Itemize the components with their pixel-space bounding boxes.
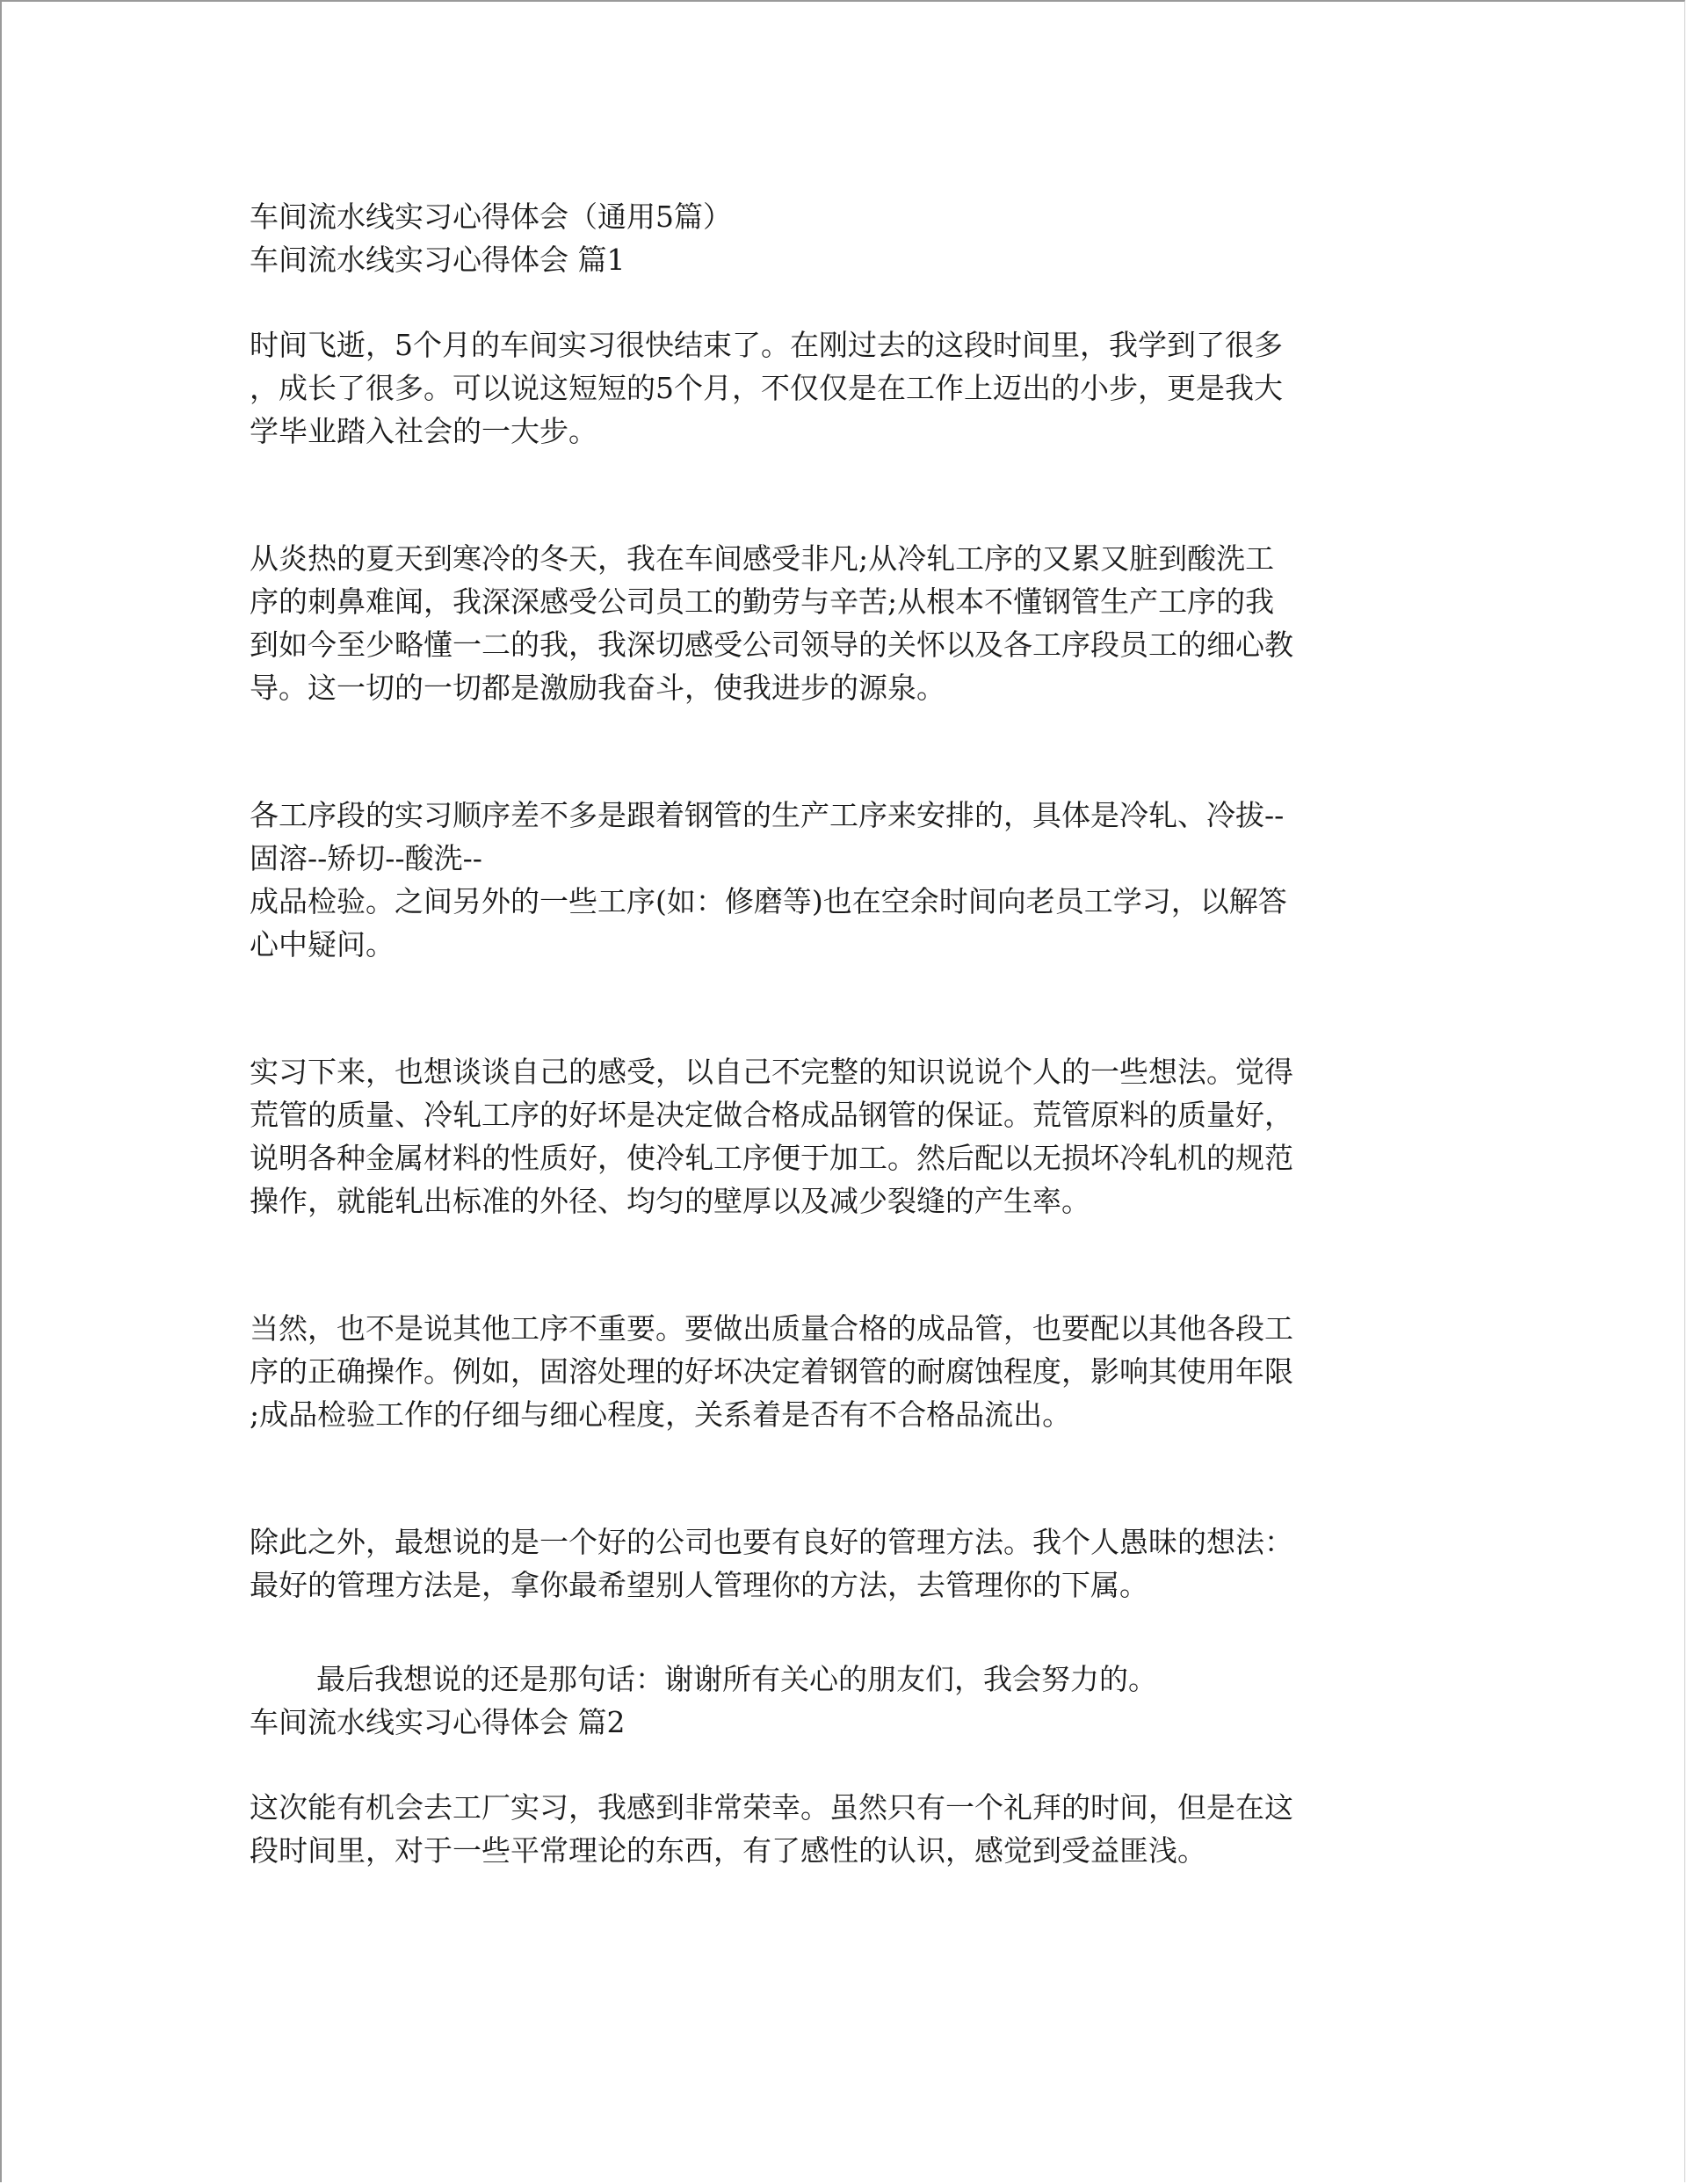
paragraph-line: 序的刺鼻难闻，我深深感受公司员工的勤劳与辛苦;从根本不懂钢管生产工序的我 (250, 584, 1275, 619)
paragraph (250, 1307, 1444, 1436)
paragraph-line: 导。这一切的一切都是激励我奋斗，使我进步的源泉。 (250, 671, 945, 705)
paragraph-line: 从炎热的夏天到寒冷的冬天，我在车间感受非凡;从冷轧工序的又累又脏到酸洗工 (250, 541, 1275, 576)
paragraph-line: 心中疑问。 (250, 927, 395, 961)
paragraph-line: 当然，也不是说其他工序不重要。要做出质量合格的成品管，也要配以其他各段工 (250, 1311, 1293, 1346)
paragraph-line: 说明各种金属材料的性质好，使冷轧工序便于加工。然后配以无损坏冷轧机的规范 (250, 1141, 1293, 1175)
paragraph-line: 固溶--矫切--酸洗-- (250, 841, 482, 875)
paragraph-line: ;成品检验工作的仔细与细心程度，关系着是否有不合格品流出。 (250, 1397, 1072, 1432)
paragraph-line: 时间飞逝，5个月的车间实习很快结束了。在刚过去的这段时间里，我学到了很多 (250, 328, 1283, 362)
section-heading: 车间流水线实习心得体会 篇1 (250, 243, 626, 277)
document-title: 车间流水线实习心得体会（通用5篇） (250, 200, 732, 234)
paragraph-line: 实习下来，也想谈谈自己的感受，以自己不完整的知识说说个人的一些想法。觉得 (250, 1055, 1293, 1089)
paragraph (250, 1520, 1444, 1607)
paragraph-line: 最好的管理方法是，拿你最希望别人管理你的方法，去管理你的下属。 (250, 1568, 1148, 1602)
paragraph-line: ，成长了很多。可以说这短短的5个月，不仅仅是在工作上迈出的小步，更是我大 (250, 371, 1283, 405)
paragraph-line: 段时间里，对于一些平常理论的东西，有了感性的认识，感觉到受益匪浅。 (250, 1833, 1206, 1868)
paragraph-line: 序的正确操作。例如，固溶处理的好坏决定着钢管的耐腐蚀程度，影响其使用年限 (250, 1354, 1293, 1389)
paragraph-line: 各工序段的实习顺序差不多是跟着钢管的生产工序来安排的，具体是冷轧、冷拔-- (250, 798, 1285, 832)
section-heading: 车间流水线实习心得体会 篇2 (250, 1705, 626, 1739)
paragraph (250, 1658, 1444, 1701)
paragraph (250, 794, 1444, 966)
paragraph (250, 323, 1444, 453)
paragraph-line: 学毕业踏入社会的一大步。 (250, 414, 597, 448)
paragraph-line: 最后我想说的还是那句话：谢谢所有关心的朋友们，我会努力的。 (316, 1662, 1157, 1696)
paragraph-line: 除此之外，最想说的是一个好的公司也要有良好的管理方法。我个人愚昧的想法： (250, 1525, 1293, 1559)
paragraph-line: 到如今至少略懂一二的我，我深切感受公司领导的关怀以及各工序段员工的细心教 (250, 628, 1293, 662)
paragraph-line: 成品检验。之间另外的一些工序(如：修磨等)也在空余时间向老员工学习，以解答 (250, 884, 1287, 918)
paragraph-line: 操作，就能轧出标准的外径、均匀的壁厚以及减少裂缝的产生率。 (250, 1184, 1090, 1218)
paragraph-line: 荒管的质量、冷轧工序的好坏是决定做合格成品钢管的保证。荒管原料的质量好， (250, 1098, 1293, 1132)
document-body (250, 195, 1444, 1872)
paragraph-line: 这次能有机会去工厂实习，我感到非常荣幸。虽然只有一个礼拜的时间，但是在这 (250, 1790, 1293, 1825)
paragraph (250, 1786, 1444, 1872)
paragraph (250, 537, 1444, 709)
paragraph (250, 1050, 1444, 1223)
